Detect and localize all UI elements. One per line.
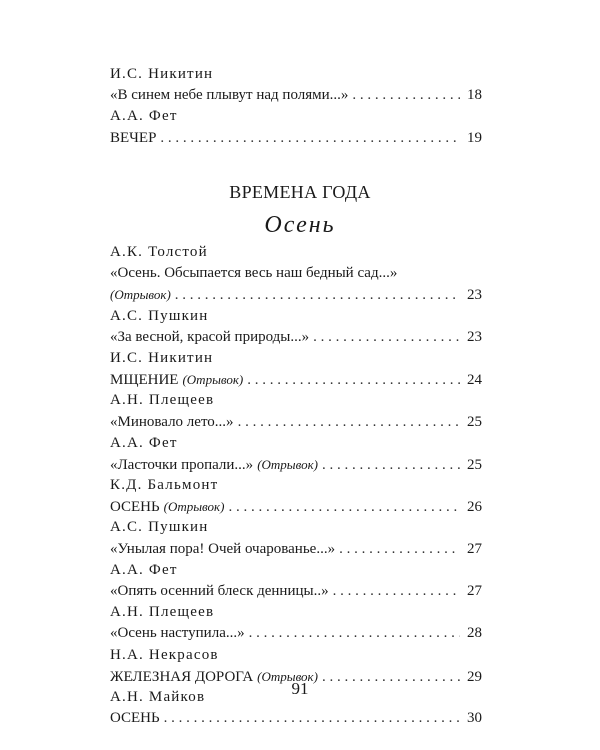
toc-page-number: 30 <box>467 710 482 727</box>
toc-entry <box>110 454 482 475</box>
toc-page-number: 25 <box>467 456 482 473</box>
toc-entry-title: ЖЕЛЕЗНАЯ ДОРОГА <box>110 668 254 685</box>
toc-page-number: 19 <box>467 129 482 146</box>
toc-list <box>110 242 482 729</box>
toc-page-number: 28 <box>467 625 482 642</box>
dot-leader <box>249 623 460 644</box>
toc-entry-title: «За весной, красой природы...» <box>110 328 310 345</box>
dot-leader <box>339 539 460 560</box>
toc-page-number: 26 <box>467 499 482 516</box>
toc-previous-section <box>110 64 482 149</box>
dot-leader <box>322 455 460 475</box>
toc-entry <box>110 369 482 390</box>
dot-leader <box>247 370 460 390</box>
toc-entry-title: ОСЕНЬ <box>110 499 160 516</box>
toc-page-number: 27 <box>467 540 482 557</box>
subsection-title: Осень <box>264 212 336 238</box>
dot-leader <box>238 412 460 433</box>
toc-entry-note: (Отрывок) <box>257 456 318 472</box>
dot-leader <box>164 708 460 729</box>
toc-entry-title: «Осень наступила...» <box>110 625 245 642</box>
toc-title-line: «Осень. Обсыпается весь наш бедный сад...» <box>110 265 398 282</box>
toc-entry <box>110 85 482 106</box>
toc-entry-title: ВЕЧЕР <box>110 129 157 146</box>
toc-entry-title: «Унылая пора! Очей очарованье...» <box>110 540 336 557</box>
toc-entry-title: «Миновало лето...» <box>110 413 234 430</box>
toc-author: И.С. Никитин <box>110 349 214 366</box>
toc-entry-note: (Отрывок) <box>182 372 244 388</box>
toc-author: А.Н. Майков <box>110 688 206 705</box>
toc-author: И.С. Никитин <box>110 66 214 82</box>
toc-entry <box>110 581 482 602</box>
page-number: 91 <box>291 679 309 698</box>
dot-leader <box>352 85 460 106</box>
toc-author: А.А. Фет <box>110 434 178 451</box>
toc-entry <box>110 327 482 348</box>
toc-author: А.С. Пушкин <box>110 307 209 324</box>
toc-page-number: 27 <box>467 583 482 599</box>
toc-author: А.Н. Плещеев <box>110 392 215 409</box>
dot-leader <box>160 128 460 149</box>
toc-page-number: 24 <box>467 372 482 389</box>
toc-entry <box>110 708 482 729</box>
toc-author: А.С. Пушкин <box>110 519 209 536</box>
toc-entry <box>110 284 482 305</box>
toc-author: Н.А. Некрасов <box>110 646 219 663</box>
toc-entry <box>110 623 482 644</box>
dot-leader <box>313 327 460 348</box>
toc-entry-note: (Отрывок) <box>110 287 171 303</box>
toc-page-number: 18 <box>467 87 482 104</box>
toc-entry-note: (Отрывок) <box>163 499 225 515</box>
dot-leader <box>228 497 460 517</box>
toc-entry-title: «Ласточки пропали...» <box>110 456 254 473</box>
toc-entry-note: (Отрывок) <box>257 668 318 684</box>
toc-entry-title: «В синем небе плывут над полями...» <box>110 87 349 104</box>
dot-leader <box>175 285 460 305</box>
toc-entry <box>110 539 482 560</box>
toc-entry-title: «Опять осенний блеск денницы..» <box>110 583 329 599</box>
toc-author: А.А. Фет <box>110 561 178 578</box>
toc-page-number: 23 <box>467 287 482 304</box>
toc-author: А.А. Фет <box>110 108 178 125</box>
dot-leader <box>333 581 460 602</box>
toc-entry-title: МЩЕНИЕ <box>110 372 179 389</box>
toc-page-number: 29 <box>467 668 482 685</box>
toc-entry-title: ОСЕНЬ <box>110 710 160 727</box>
toc-entry <box>110 412 482 433</box>
toc-page-number: 25 <box>467 413 482 430</box>
toc-author: А.К. Толстой <box>110 244 208 260</box>
toc-entry <box>110 128 482 149</box>
toc-page-number: 23 <box>467 328 482 345</box>
toc-entry <box>110 496 482 517</box>
toc-author: А.Н. Плещеев <box>110 604 215 621</box>
toc-author: К.Д. Бальмонт <box>110 477 219 494</box>
section-title: ВРЕМЕНА ГОДА <box>229 182 371 202</box>
